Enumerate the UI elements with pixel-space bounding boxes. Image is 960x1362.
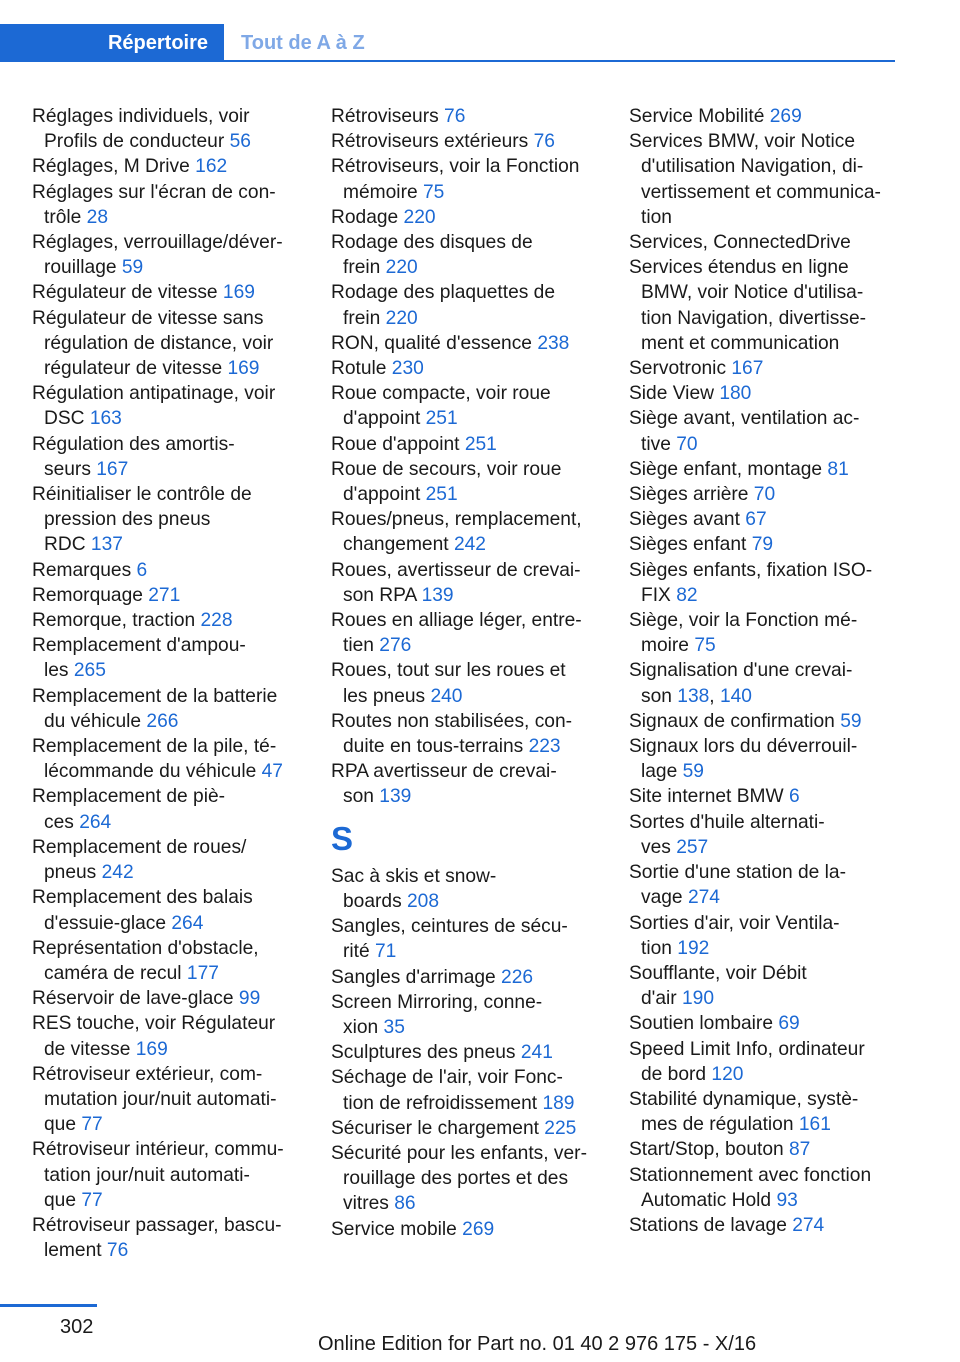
page-link[interactable]: 139	[379, 786, 412, 808]
page-link[interactable]: 220	[403, 206, 436, 228]
entry-text: Roue compacte, voir roue	[331, 383, 551, 405]
entry-text: Stationnement avec fonction	[629, 1164, 872, 1186]
page-link[interactable]: 266	[146, 710, 179, 732]
entry-text: de vitesse	[44, 1038, 136, 1060]
page-link[interactable]: 208	[407, 890, 440, 912]
entry-text: Réservoir de lave-glace	[32, 988, 239, 1010]
entry-text: Services étendus en ligne	[629, 257, 849, 279]
page-link[interactable]: 81	[827, 458, 849, 480]
page-link[interactable]: 242	[453, 534, 486, 556]
entry-text: vitres	[343, 1193, 395, 1215]
section-letter-s: S	[331, 819, 354, 857]
entry-text: Speed Limit Info, ordinateur	[629, 1038, 865, 1060]
page-link[interactable]: 276	[379, 635, 412, 657]
index-entry	[629, 381, 899, 406]
entry-text: tion	[641, 206, 672, 228]
entry-text: Sortes d'huile alternati‐	[629, 811, 825, 833]
entry-text: Roues, tout sur les roues et	[331, 660, 566, 682]
entry-text: Réglages individuels, voir	[32, 106, 250, 127]
index-entry	[629, 457, 899, 482]
index-column-3	[629, 104, 899, 1238]
index-entry	[32, 180, 304, 230]
index-entry	[331, 356, 603, 381]
entry-text: rouillage des portes et des	[343, 1168, 569, 1190]
entry-text: mes de régulation	[641, 1114, 799, 1136]
entry-text: mutation jour/nuit automati‐	[44, 1088, 277, 1110]
entry-text: que	[44, 1189, 82, 1211]
entry-text: Soutien lombaire	[629, 1013, 779, 1035]
page-link[interactable]: 77	[81, 1114, 103, 1136]
index-entry	[629, 255, 899, 356]
entry-text: du véhicule	[44, 710, 147, 732]
entry-text: Rodage des disques de	[331, 232, 533, 254]
page-link[interactable]: 169	[135, 1038, 168, 1060]
index-entry	[629, 129, 899, 230]
entry-text: Régulation antipatinage, voir	[32, 383, 276, 405]
index-entry	[629, 482, 899, 507]
page-link[interactable]: 93	[776, 1189, 798, 1211]
page-link[interactable]: 70	[753, 484, 776, 506]
index-entry	[32, 1213, 304, 1263]
index-entry	[32, 280, 304, 305]
entry-text: Soufflante, voir Débit	[629, 962, 807, 984]
index-entry	[32, 583, 304, 608]
entry-text: Roue d'appoint	[331, 433, 465, 455]
page-link[interactable]: 139	[421, 584, 454, 606]
page-link[interactable]: 169	[227, 358, 260, 380]
entry-text: Site internet BMW	[629, 786, 789, 808]
page-link[interactable]: 241	[520, 1042, 553, 1064]
page-link[interactable]: 86	[394, 1193, 416, 1215]
entry-text: Siège, voir la Fonction mé‐	[629, 610, 858, 632]
page-link[interactable]: 70	[676, 433, 698, 455]
page-link[interactable]: 99	[238, 988, 261, 1010]
edition-note: Online Edition for Part no. 01 40 2 976 175 - X/16	[318, 1333, 757, 1355]
entry-text: Stations de lavage	[629, 1214, 793, 1236]
index-entry	[32, 381, 304, 431]
page-link[interactable]: 69	[778, 1013, 800, 1035]
entry-text: vertissement et communica‐	[641, 181, 881, 203]
index-entry	[629, 1213, 899, 1238]
page-link[interactable]: 238	[537, 332, 570, 354]
entry-text: mémoire	[343, 181, 423, 203]
index-entry	[331, 104, 603, 129]
index-entry	[331, 280, 603, 330]
entry-text: Régulation des amortis‐	[32, 433, 235, 455]
index-entry	[331, 457, 603, 507]
index-entry	[32, 936, 304, 986]
entry-text: Rétroviseur extérieur, com‐	[32, 1063, 263, 1085]
entry-text: Séchage de l'air, voir Fonc‐	[331, 1067, 563, 1089]
index-entry	[32, 154, 304, 179]
entry-text: Services, ConnectedDrive	[629, 232, 851, 254]
page-link[interactable]: 274	[687, 887, 720, 909]
page-link[interactable]: 87	[789, 1139, 811, 1161]
page-link[interactable]: 228	[200, 610, 233, 632]
index-entry	[629, 911, 899, 961]
index-entry	[629, 1011, 899, 1036]
page-link[interactable]: 6	[788, 786, 800, 808]
entry-text: Sangles, ceintures de sécu‐	[331, 916, 568, 938]
page-link[interactable]: 240	[430, 685, 463, 707]
index-entry	[32, 558, 304, 583]
entry-text: FIX	[641, 584, 677, 606]
entry-text: Sécuriser le chargement	[331, 1117, 545, 1139]
entry-text: pression des pneus	[44, 509, 211, 531]
entry-text: tion Navigation, divertisse‐	[641, 307, 867, 329]
index-entry	[331, 558, 603, 608]
index-entry	[331, 965, 603, 990]
entry-text: rité	[343, 941, 375, 963]
footer-rule	[0, 1304, 97, 1307]
entry-text: Signaux de confirmation	[629, 710, 841, 732]
entry-text: rouillage	[44, 257, 122, 279]
entry-text: lage	[641, 761, 683, 783]
page-link[interactable]: 138	[677, 685, 710, 707]
entry-text: ment et communication	[641, 332, 840, 354]
page-link[interactable]: 71	[375, 941, 397, 963]
entry-text: les pneus	[343, 685, 431, 707]
index-entry	[32, 482, 304, 558]
entry-text: d'appoint	[343, 408, 426, 430]
page-link[interactable]: 79	[751, 534, 774, 556]
page-link[interactable]: 223	[528, 736, 561, 758]
index-entry	[32, 230, 304, 280]
index-entry	[629, 356, 899, 381]
entry-text: Sac à skis et snow‐	[331, 865, 497, 887]
index-entry	[331, 709, 603, 759]
entry-text: moire	[641, 635, 695, 657]
entry-text: Service Mobilité	[629, 106, 770, 127]
page-link[interactable]: 75	[694, 635, 716, 657]
entry-text: Remplacement de roues/	[32, 836, 247, 858]
entry-text: Rétroviseurs, voir la Fonction	[331, 156, 580, 178]
page-link[interactable]: 264	[79, 811, 112, 833]
index-entry	[32, 684, 304, 734]
index-entry	[32, 835, 304, 885]
entry-text: d'essuie-glace	[44, 912, 172, 934]
page-link[interactable]: 75	[422, 181, 445, 203]
entry-text: changement	[343, 534, 454, 556]
entry-text: Roue de secours, voir roue	[331, 458, 562, 480]
page-link[interactable]: 140	[719, 685, 752, 707]
entry-text: Sécurité pour les enfants, ver‐	[331, 1142, 587, 1164]
chapter-tabs	[0, 24, 895, 62]
entry-text: régulateur de vitesse	[44, 358, 228, 380]
page-link[interactable]: 220	[385, 257, 418, 279]
entry-text: Réinitialiser le contrôle de	[32, 484, 252, 506]
entry-text: Réglages sur l'écran de con‐	[32, 181, 276, 203]
index-entry	[331, 1141, 603, 1217]
page-link[interactable]: 35	[383, 1016, 405, 1038]
index-entry	[331, 381, 603, 431]
entry-text: Signaux lors du déverrouil‐	[629, 736, 858, 758]
index-entry	[331, 507, 603, 557]
entry-text: Rodage	[331, 206, 404, 228]
entry-text: Rétroviseurs extérieurs	[331, 131, 534, 153]
index-entry	[629, 961, 899, 1011]
entry-text: tien	[343, 635, 380, 657]
page-link[interactable]: 59	[121, 257, 144, 279]
index-entry	[331, 608, 603, 658]
entry-text: Service mobile	[331, 1218, 463, 1240]
entry-text: Signalisation d'une crevai‐	[629, 660, 853, 682]
entry-text: tion de refroidissement	[343, 1092, 543, 1114]
index-entry	[629, 507, 899, 532]
entry-text: d'air	[641, 988, 682, 1010]
entry-text: Régulateur de vitesse sans	[32, 307, 264, 329]
entry-text: DSC	[44, 408, 90, 430]
page-link[interactable]: 56	[229, 131, 251, 153]
entry-text: Side View	[629, 383, 720, 405]
entry-text: Routes non stabilisées, con‐	[331, 710, 573, 732]
entry-text: Servotronic	[629, 358, 732, 380]
entry-text: ces	[44, 811, 80, 833]
index-entry	[32, 885, 304, 935]
index-entry	[331, 1040, 603, 1065]
entry-text: seurs	[44, 458, 97, 480]
page-link[interactable]: 251	[464, 433, 497, 455]
entry-text: d'utilisation Navigation, di‐	[641, 156, 864, 178]
index-entry	[629, 1137, 899, 1162]
index-entry	[629, 608, 899, 658]
index-entry	[32, 1062, 304, 1138]
page-link[interactable]: 269	[462, 1218, 495, 1240]
index-entry	[629, 104, 899, 129]
page-link[interactable]: 269	[769, 106, 802, 127]
index-entry	[331, 432, 603, 457]
entry-text: Profils de conducteur	[44, 131, 230, 153]
entry-text: Rétroviseurs	[331, 106, 445, 127]
page-link[interactable]: 274	[792, 1214, 825, 1236]
entry-text: Régulateur de vitesse	[32, 282, 223, 304]
entry-text: Sangles d'arrimage	[331, 966, 502, 988]
entry-text: Sièges enfants, fixation ISO‐	[629, 559, 873, 581]
index-entry	[331, 230, 603, 280]
entry-text: duite en tous-terrains	[343, 736, 529, 758]
entry-text: Sièges arrière	[629, 484, 754, 506]
entry-text: Remarques	[32, 559, 137, 581]
entry-text: tation jour/nuit automati‐	[44, 1164, 250, 1186]
entry-text: Roues, avertisseur de crevai‐	[331, 559, 581, 581]
page-link[interactable]: 167	[731, 358, 764, 380]
entry-text: Stabilité dynamique, systè‐	[629, 1088, 859, 1110]
page-link[interactable]: 190	[682, 988, 715, 1010]
index-entry	[32, 432, 304, 482]
page-link[interactable]: 225	[544, 1117, 577, 1139]
entry-text: les	[44, 660, 74, 682]
entry-text: RPA avertisseur de crevai‐	[331, 761, 557, 783]
tab-tout-de-a-a-z[interactable]: Tout de A à Z	[241, 32, 365, 54]
entry-text: régulation de distance, voir	[44, 332, 274, 354]
page-link[interactable]: 226	[501, 966, 534, 988]
entry-text: Rétroviseur intérieur, commu‐	[32, 1139, 284, 1161]
index-entry	[32, 633, 304, 683]
entry-text: pneus	[44, 862, 102, 884]
page-link[interactable]: 6	[136, 559, 148, 581]
entry-text: d'appoint	[343, 484, 426, 506]
page-link[interactable]: 177	[186, 962, 219, 984]
index-entry	[629, 1037, 899, 1087]
page-link[interactable]: 28	[86, 206, 109, 228]
index-entry	[629, 734, 899, 784]
entry-text: Remplacement de piè‐	[32, 786, 226, 808]
index-entry	[32, 608, 304, 633]
index-entry	[331, 1065, 603, 1115]
page-link[interactable]: 271	[148, 584, 181, 606]
entry-text: son RPA	[343, 584, 422, 606]
entry-text: Sculptures des pneus	[331, 1042, 521, 1064]
index-entry	[331, 990, 603, 1040]
entry-text: lement	[44, 1240, 107, 1262]
index-entry	[629, 230, 899, 255]
entry-text: Remorquage	[32, 584, 149, 606]
entry-text: Remplacement des balais	[32, 887, 253, 909]
entry-text: Rotule	[331, 358, 392, 380]
page-link[interactable]: 162	[195, 156, 228, 178]
index-entry	[331, 914, 603, 964]
entry-text: Roues en alliage léger, entre‐	[331, 610, 582, 632]
entry-text: son	[641, 685, 678, 707]
page-link[interactable]: 76	[444, 106, 466, 127]
index-entry	[331, 658, 603, 708]
page-link[interactable]: 167	[96, 458, 129, 480]
index-entry	[629, 810, 899, 860]
index-entry	[331, 205, 603, 230]
entry-text: Roues/pneus, remplacement,	[331, 509, 582, 531]
tab-underline	[0, 60, 895, 62]
entry-text: lécommande du véhicule	[44, 761, 262, 783]
entry-text: frein	[343, 307, 386, 329]
entry-text: Start/Stop, bouton	[629, 1139, 790, 1161]
entry-text: RDC	[44, 534, 91, 556]
entry-text: Automatic Hold	[641, 1189, 777, 1211]
index-entry	[331, 331, 603, 356]
index-entry	[629, 558, 899, 608]
entry-text: ves	[641, 836, 677, 858]
entry-text: Sortie d'une station de la‐	[629, 862, 846, 884]
entry-text: son	[343, 786, 380, 808]
entry-text: Rétroviseur passager, bascu‐	[32, 1214, 282, 1236]
entry-text: Remplacement de la pile, té‐	[32, 736, 277, 758]
entry-text: Sièges avant	[629, 509, 746, 531]
index-entry	[629, 406, 899, 456]
index-entry	[629, 860, 899, 910]
entry-text: caméra de recul	[44, 962, 187, 984]
page-link[interactable]: 242	[101, 862, 134, 884]
page-link[interactable]: 47	[261, 761, 283, 783]
index-entry	[32, 306, 304, 382]
entry-text: Rodage des plaquettes de	[331, 282, 556, 304]
page-link[interactable]: 59	[840, 710, 862, 732]
index-entry	[629, 784, 899, 809]
page-link[interactable]: 230	[391, 358, 424, 380]
index-entry: Signalisation d'une crevai‐ son 138, 140	[629, 660, 853, 707]
index-entry	[32, 104, 304, 154]
page-link[interactable]: 161	[798, 1114, 831, 1136]
page-link[interactable]: 76	[106, 1240, 129, 1262]
index-entry	[32, 986, 304, 1011]
entry-text: tive	[641, 433, 677, 455]
entry-text: de bord	[641, 1063, 712, 1085]
tab-repertoire[interactable]: Répertoire	[0, 24, 224, 62]
page-link[interactable]: 189	[542, 1092, 575, 1114]
entry-text: Représentation d'obstacle,	[32, 937, 259, 959]
page-link[interactable]: 59	[682, 761, 704, 783]
page-link[interactable]: 264	[171, 912, 204, 934]
index-entry	[331, 129, 603, 154]
page-link[interactable]: 180	[719, 383, 752, 405]
entry-text: Siège enfant, montage	[629, 458, 828, 480]
index-entry	[331, 759, 603, 809]
page-link[interactable]: 265	[73, 660, 106, 682]
page-number: 302	[60, 1316, 94, 1338]
index-entry	[331, 154, 603, 204]
index-entry	[32, 734, 304, 784]
page-link[interactable]: 163	[89, 408, 122, 430]
entry-text: tion	[641, 937, 678, 959]
entry-text: Remorque, traction	[32, 610, 201, 632]
entry-text: Remplacement d'ampou‐	[32, 635, 246, 657]
index-column-1	[32, 104, 304, 1263]
page-link[interactable]: 257	[676, 836, 709, 858]
entry-text: Services BMW, voir Notice	[629, 131, 856, 153]
entry-text: Réglages, M Drive	[32, 156, 196, 178]
page-link[interactable]: 192	[677, 937, 710, 959]
page-link[interactable]: 169	[222, 282, 255, 304]
entry-text: Sièges enfant	[629, 534, 752, 556]
entry-text: BMW, voir Notice d'utilisa‐	[641, 282, 864, 304]
entry-text: vage	[641, 887, 688, 909]
entry-text: Siège avant, ventilation ac‐	[629, 408, 860, 430]
entry-text: trôle	[44, 206, 87, 228]
entry-text: frein	[343, 257, 386, 279]
entry-text: RON, qualité d'essence	[331, 332, 538, 354]
page-link[interactable]: 251	[425, 408, 458, 430]
page-link[interactable]: 120	[711, 1063, 744, 1085]
entry-text: xion	[343, 1016, 384, 1038]
index-entry	[629, 1087, 899, 1137]
index-entry	[331, 1116, 603, 1141]
entry-text: boards	[343, 890, 407, 912]
index-entry	[32, 784, 304, 834]
page-link[interactable]: 76	[533, 131, 555, 153]
index-entry	[629, 532, 899, 557]
page-link[interactable]: 67	[745, 509, 767, 531]
index-column-2	[331, 104, 603, 1242]
entry-text: Réglages, verrouillage/déver‐	[32, 232, 283, 254]
index-entry	[32, 1011, 304, 1061]
index-entry	[331, 864, 603, 914]
entry-text: que	[44, 1114, 82, 1136]
page-link[interactable]: 251	[425, 484, 458, 506]
page-link[interactable]: 77	[81, 1189, 103, 1211]
entry-text: Screen Mirroring, conne‐	[331, 991, 543, 1013]
index-entry	[32, 1137, 304, 1213]
page-link[interactable]: 220	[385, 307, 418, 329]
page-link[interactable]: 137	[90, 534, 123, 556]
page-link[interactable]: 82	[676, 584, 698, 606]
index-entry	[331, 1217, 603, 1242]
index-entry	[629, 1163, 899, 1213]
index-entry	[629, 709, 899, 734]
entry-text: RES touche, voir Régulateur	[32, 1013, 276, 1035]
entry-text: Sorties d'air, voir Ventila‐	[629, 912, 840, 934]
entry-text: Remplacement de la batterie	[32, 685, 278, 707]
